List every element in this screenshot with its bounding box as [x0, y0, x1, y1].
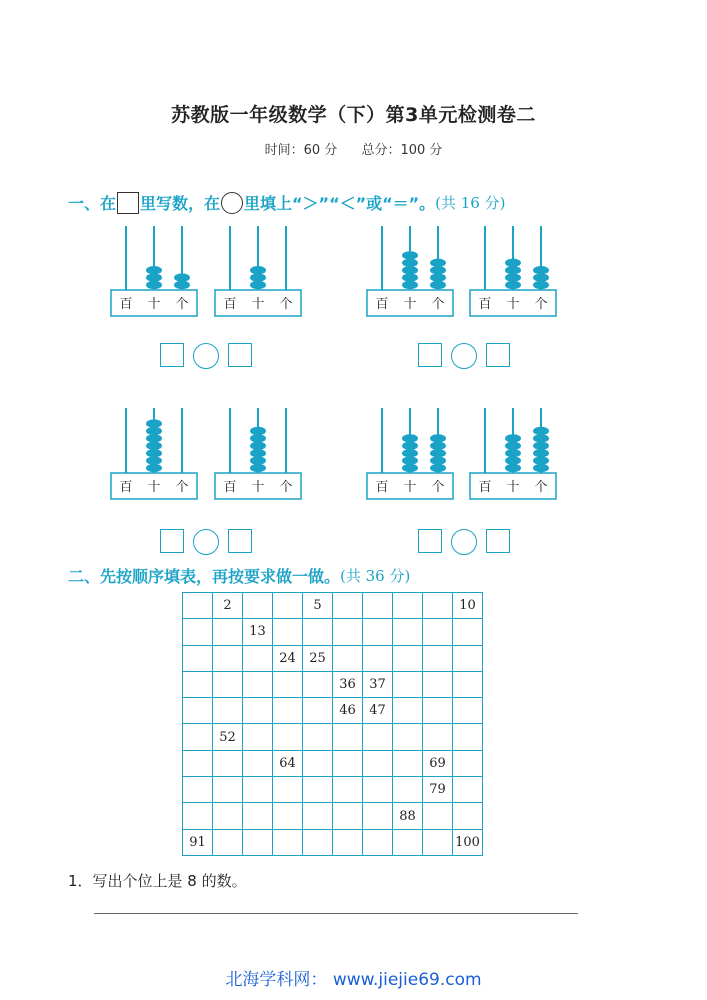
grid-cell[interactable]	[333, 619, 363, 645]
place-label-hundreds: 百	[375, 297, 389, 312]
abacus-3-right	[215, 408, 301, 499]
grid-cell[interactable]	[243, 593, 273, 619]
grid-cell[interactable]	[423, 671, 453, 697]
bead-tens	[505, 449, 521, 457]
bead-ones	[430, 273, 446, 281]
grid-cell[interactable]	[363, 777, 393, 803]
grid-cell[interactable]	[243, 724, 273, 750]
grid-cell[interactable]	[273, 803, 303, 829]
grid-cell[interactable]	[303, 803, 333, 829]
grid-cell[interactable]	[393, 724, 423, 750]
bead-tens	[250, 449, 266, 457]
time-limit: 时间：60 分	[264, 143, 338, 158]
grid-cell[interactable]	[333, 724, 363, 750]
place-label-hundreds: 百	[119, 480, 133, 495]
bead-ones	[533, 281, 549, 289]
bead-ones	[533, 427, 549, 435]
bead-tens	[146, 442, 162, 450]
grid-cell[interactable]	[423, 724, 453, 750]
grid-row	[183, 777, 483, 803]
grid-cell[interactable]	[333, 593, 363, 619]
bead-tens	[505, 281, 521, 289]
grid-cell[interactable]	[213, 829, 243, 855]
bead-ones	[533, 456, 549, 464]
grid-cell[interactable]	[213, 803, 243, 829]
bead-tens	[250, 442, 266, 450]
bead-ones	[430, 464, 446, 472]
grid-cell[interactable]	[243, 671, 273, 697]
grid-cell[interactable]	[333, 829, 363, 855]
bead-tens	[146, 419, 162, 427]
total-score: 总分：100 分	[361, 143, 443, 158]
grid-row	[183, 750, 483, 776]
grid-cell: 25	[303, 645, 333, 671]
grid-cell[interactable]	[273, 593, 303, 619]
bead-tens	[146, 434, 162, 442]
grid-row	[183, 619, 483, 645]
grid-cell[interactable]	[363, 750, 393, 776]
grid-cell[interactable]	[303, 829, 333, 855]
grid-cell: 46	[333, 698, 363, 724]
abacus-2-right	[470, 226, 556, 316]
bead-tens	[250, 281, 266, 289]
abacus-2-left	[367, 226, 453, 316]
number-box-right[interactable]	[486, 529, 510, 553]
abacus-4-right	[470, 408, 556, 499]
bead-ones	[430, 281, 446, 289]
grid-cell: 91	[183, 829, 213, 855]
grid-cell: 36	[333, 671, 363, 697]
grid-cell[interactable]	[183, 750, 213, 776]
place-label-ones: 个	[431, 297, 445, 312]
abacus-3-left	[111, 408, 197, 499]
bead-ones	[430, 442, 446, 450]
footer-watermark: 北海学科网： www.jiejie69.com	[225, 970, 482, 990]
number-box-right[interactable]	[228, 343, 252, 367]
number-box-right[interactable]	[486, 343, 510, 367]
grid-row	[183, 645, 483, 671]
grid-cell[interactable]	[363, 724, 393, 750]
bead-tens	[505, 442, 521, 450]
grid-cell[interactable]	[243, 750, 273, 776]
place-label-ones: 个	[431, 480, 445, 495]
grid-cell[interactable]	[303, 750, 333, 776]
bead-tens	[402, 281, 418, 289]
grid-cell[interactable]	[213, 750, 243, 776]
section1-points: (共 16 分)	[435, 194, 506, 212]
bead-ones	[430, 434, 446, 442]
bead-ones	[430, 259, 446, 267]
grid-cell[interactable]	[243, 777, 273, 803]
grid-cell[interactable]	[273, 724, 303, 750]
grid-cell[interactable]	[183, 803, 213, 829]
grid-cell[interactable]	[453, 724, 483, 750]
bead-tens	[146, 281, 162, 289]
comparison-circle[interactable]	[193, 343, 219, 369]
grid-cell[interactable]	[183, 671, 213, 697]
grid-cell[interactable]	[363, 619, 393, 645]
bead-tens	[505, 464, 521, 472]
grid-cell[interactable]	[243, 829, 273, 855]
grid-cell[interactable]	[183, 698, 213, 724]
bead-tens	[250, 434, 266, 442]
answer-line[interactable]	[94, 913, 578, 914]
place-label-tens: 十	[251, 480, 265, 495]
grid-cell[interactable]	[393, 777, 423, 803]
grid-cell[interactable]	[423, 803, 453, 829]
grid-cell[interactable]	[453, 619, 483, 645]
grid-row	[183, 829, 483, 855]
grid-cell: 69	[423, 750, 453, 776]
bead-tens	[402, 434, 418, 442]
abacus-1-left	[111, 226, 197, 316]
grid-cell[interactable]	[273, 777, 303, 803]
bead-tens	[402, 464, 418, 472]
place-label-ones: 个	[175, 297, 189, 312]
place-label-hundreds: 百	[478, 480, 492, 495]
bead-tens	[146, 464, 162, 472]
grid-cell[interactable]	[453, 777, 483, 803]
place-label-tens: 十	[251, 297, 265, 312]
grid-cell[interactable]	[183, 619, 213, 645]
section2-points: (共 36 分)	[340, 567, 411, 585]
bead-ones	[174, 273, 190, 281]
bead-ones	[174, 281, 190, 289]
number-box-left[interactable]	[418, 529, 442, 553]
bead-tens	[402, 251, 418, 259]
place-label-ones: 个	[279, 480, 293, 495]
grid-cell[interactable]	[423, 829, 453, 855]
number-box-left[interactable]	[418, 343, 442, 367]
bead-tens	[250, 427, 266, 435]
bead-tens	[402, 456, 418, 464]
bead-tens	[146, 449, 162, 457]
place-label-tens: 十	[147, 297, 161, 312]
comparison-circle[interactable]	[193, 529, 219, 555]
grid-row	[183, 803, 483, 829]
grid-cell: 13	[243, 619, 273, 645]
place-label-ones: 个	[279, 297, 293, 312]
grid-row	[183, 724, 483, 750]
grid-cell: 88	[393, 803, 423, 829]
page-title: 苏教版一年级数学（下）第3单元检测卷二	[171, 104, 536, 126]
bead-ones	[533, 266, 549, 274]
grid-cell[interactable]	[243, 698, 273, 724]
grid-cell[interactable]	[453, 750, 483, 776]
grid-cell[interactable]	[423, 645, 453, 671]
grid-cell[interactable]	[453, 803, 483, 829]
bead-tens	[505, 434, 521, 442]
grid-cell[interactable]	[273, 671, 303, 697]
bead-tens	[505, 456, 521, 464]
grid-cell[interactable]	[273, 619, 303, 645]
place-label-ones: 个	[534, 297, 548, 312]
grid-cell[interactable]	[303, 698, 333, 724]
grid-cell[interactable]	[213, 777, 243, 803]
grid-cell[interactable]	[393, 619, 423, 645]
grid-cell[interactable]	[363, 829, 393, 855]
grid-cell[interactable]	[183, 645, 213, 671]
number-box-left[interactable]	[160, 529, 184, 553]
question-1: 1．写出个位上是 8 的数。	[68, 872, 247, 890]
abacus-1-right	[215, 226, 301, 316]
grid-cell[interactable]	[333, 777, 363, 803]
place-label-tens: 十	[403, 480, 417, 495]
grid-cell[interactable]	[213, 645, 243, 671]
place-label-hundreds: 百	[478, 297, 492, 312]
place-label-hundreds: 百	[119, 297, 133, 312]
grid-cell[interactable]	[213, 619, 243, 645]
grid-cell[interactable]	[303, 777, 333, 803]
bead-tens	[146, 266, 162, 274]
grid-cell[interactable]	[393, 593, 423, 619]
grid-cell[interactable]	[183, 724, 213, 750]
bead-tens	[146, 456, 162, 464]
grid-cell: 5	[303, 593, 333, 619]
bead-tens	[250, 273, 266, 281]
grid-cell: 24	[273, 645, 303, 671]
bead-tens	[250, 456, 266, 464]
grid-cell[interactable]	[243, 645, 273, 671]
place-label-hundreds: 百	[223, 480, 237, 495]
bead-tens	[146, 273, 162, 281]
grid-cell[interactable]	[393, 671, 423, 697]
bead-tens	[505, 273, 521, 281]
grid-cell: 52	[213, 724, 243, 750]
section2-heading: 二、先按顺序填表，再按要求做一做。 (共 36 分)	[68, 567, 411, 586]
number-box-right[interactable]	[228, 529, 252, 553]
grid-cell: 100	[453, 829, 483, 855]
grid-cell[interactable]	[393, 829, 423, 855]
grid-cell[interactable]	[453, 671, 483, 697]
grid-cell[interactable]	[213, 698, 243, 724]
grid-cell[interactable]	[423, 593, 453, 619]
bead-ones	[533, 273, 549, 281]
place-label-tens: 十	[506, 297, 520, 312]
grid-cell[interactable]	[393, 750, 423, 776]
bead-tens	[402, 259, 418, 267]
grid-cell: 64	[273, 750, 303, 776]
grid-cell[interactable]	[393, 645, 423, 671]
place-label-tens: 十	[147, 480, 161, 495]
grid-cell: 10	[453, 593, 483, 619]
grid-cell[interactable]	[303, 619, 333, 645]
grid-cell: 47	[363, 698, 393, 724]
bead-ones	[430, 266, 446, 274]
abacus-4-left	[367, 408, 453, 499]
grid-cell[interactable]	[213, 671, 243, 697]
comparison-circle[interactable]	[451, 343, 477, 369]
grid-cell: 37	[363, 671, 393, 697]
bead-tens	[505, 259, 521, 267]
comparison-circle[interactable]	[451, 529, 477, 555]
place-label-tens: 十	[506, 480, 520, 495]
grid-cell: 2	[213, 593, 243, 619]
grid-cell[interactable]	[363, 803, 393, 829]
place-label-tens: 十	[403, 297, 417, 312]
grid-cell[interactable]	[333, 645, 363, 671]
grid-cell[interactable]	[453, 645, 483, 671]
grid-cell[interactable]	[273, 829, 303, 855]
grid-cell[interactable]	[333, 803, 363, 829]
number-grid	[182, 592, 483, 856]
bead-ones	[533, 434, 549, 442]
bead-tens	[402, 442, 418, 450]
grid-row	[183, 593, 483, 619]
grid-cell[interactable]	[243, 803, 273, 829]
grid-cell[interactable]	[303, 671, 333, 697]
grid-cell[interactable]	[183, 777, 213, 803]
section1-heading: 一、在 里写数，在 里填上“＞”“＜”或“＝”。 (共 16 分)	[68, 191, 505, 214]
bead-tens	[402, 266, 418, 274]
grid-cell[interactable]	[303, 724, 333, 750]
place-label-ones: 个	[175, 480, 189, 495]
grid-cell: 79	[423, 777, 453, 803]
bead-tens	[402, 449, 418, 457]
grid-cell[interactable]	[183, 593, 213, 619]
grid-cell[interactable]	[273, 698, 303, 724]
grid-cell[interactable]	[423, 619, 453, 645]
grid-row	[183, 671, 483, 697]
place-label-ones: 个	[534, 480, 548, 495]
bead-tens	[146, 427, 162, 435]
place-label-hundreds: 百	[375, 480, 389, 495]
bead-tens	[250, 266, 266, 274]
bead-ones	[430, 456, 446, 464]
bead-ones	[533, 442, 549, 450]
bead-tens	[402, 273, 418, 281]
grid-cell[interactable]	[453, 698, 483, 724]
place-label-hundreds: 百	[223, 297, 237, 312]
bead-ones	[533, 449, 549, 457]
grid-cell[interactable]	[423, 698, 453, 724]
grid-row	[183, 698, 483, 724]
grid-cell[interactable]	[363, 645, 393, 671]
bead-ones	[430, 449, 446, 457]
bead-ones	[533, 464, 549, 472]
bead-tens	[250, 464, 266, 472]
bead-tens	[505, 266, 521, 274]
grid-cell[interactable]	[393, 698, 423, 724]
grid-cell[interactable]	[333, 750, 363, 776]
number-box-left[interactable]	[160, 343, 184, 367]
grid-cell[interactable]	[363, 593, 393, 619]
